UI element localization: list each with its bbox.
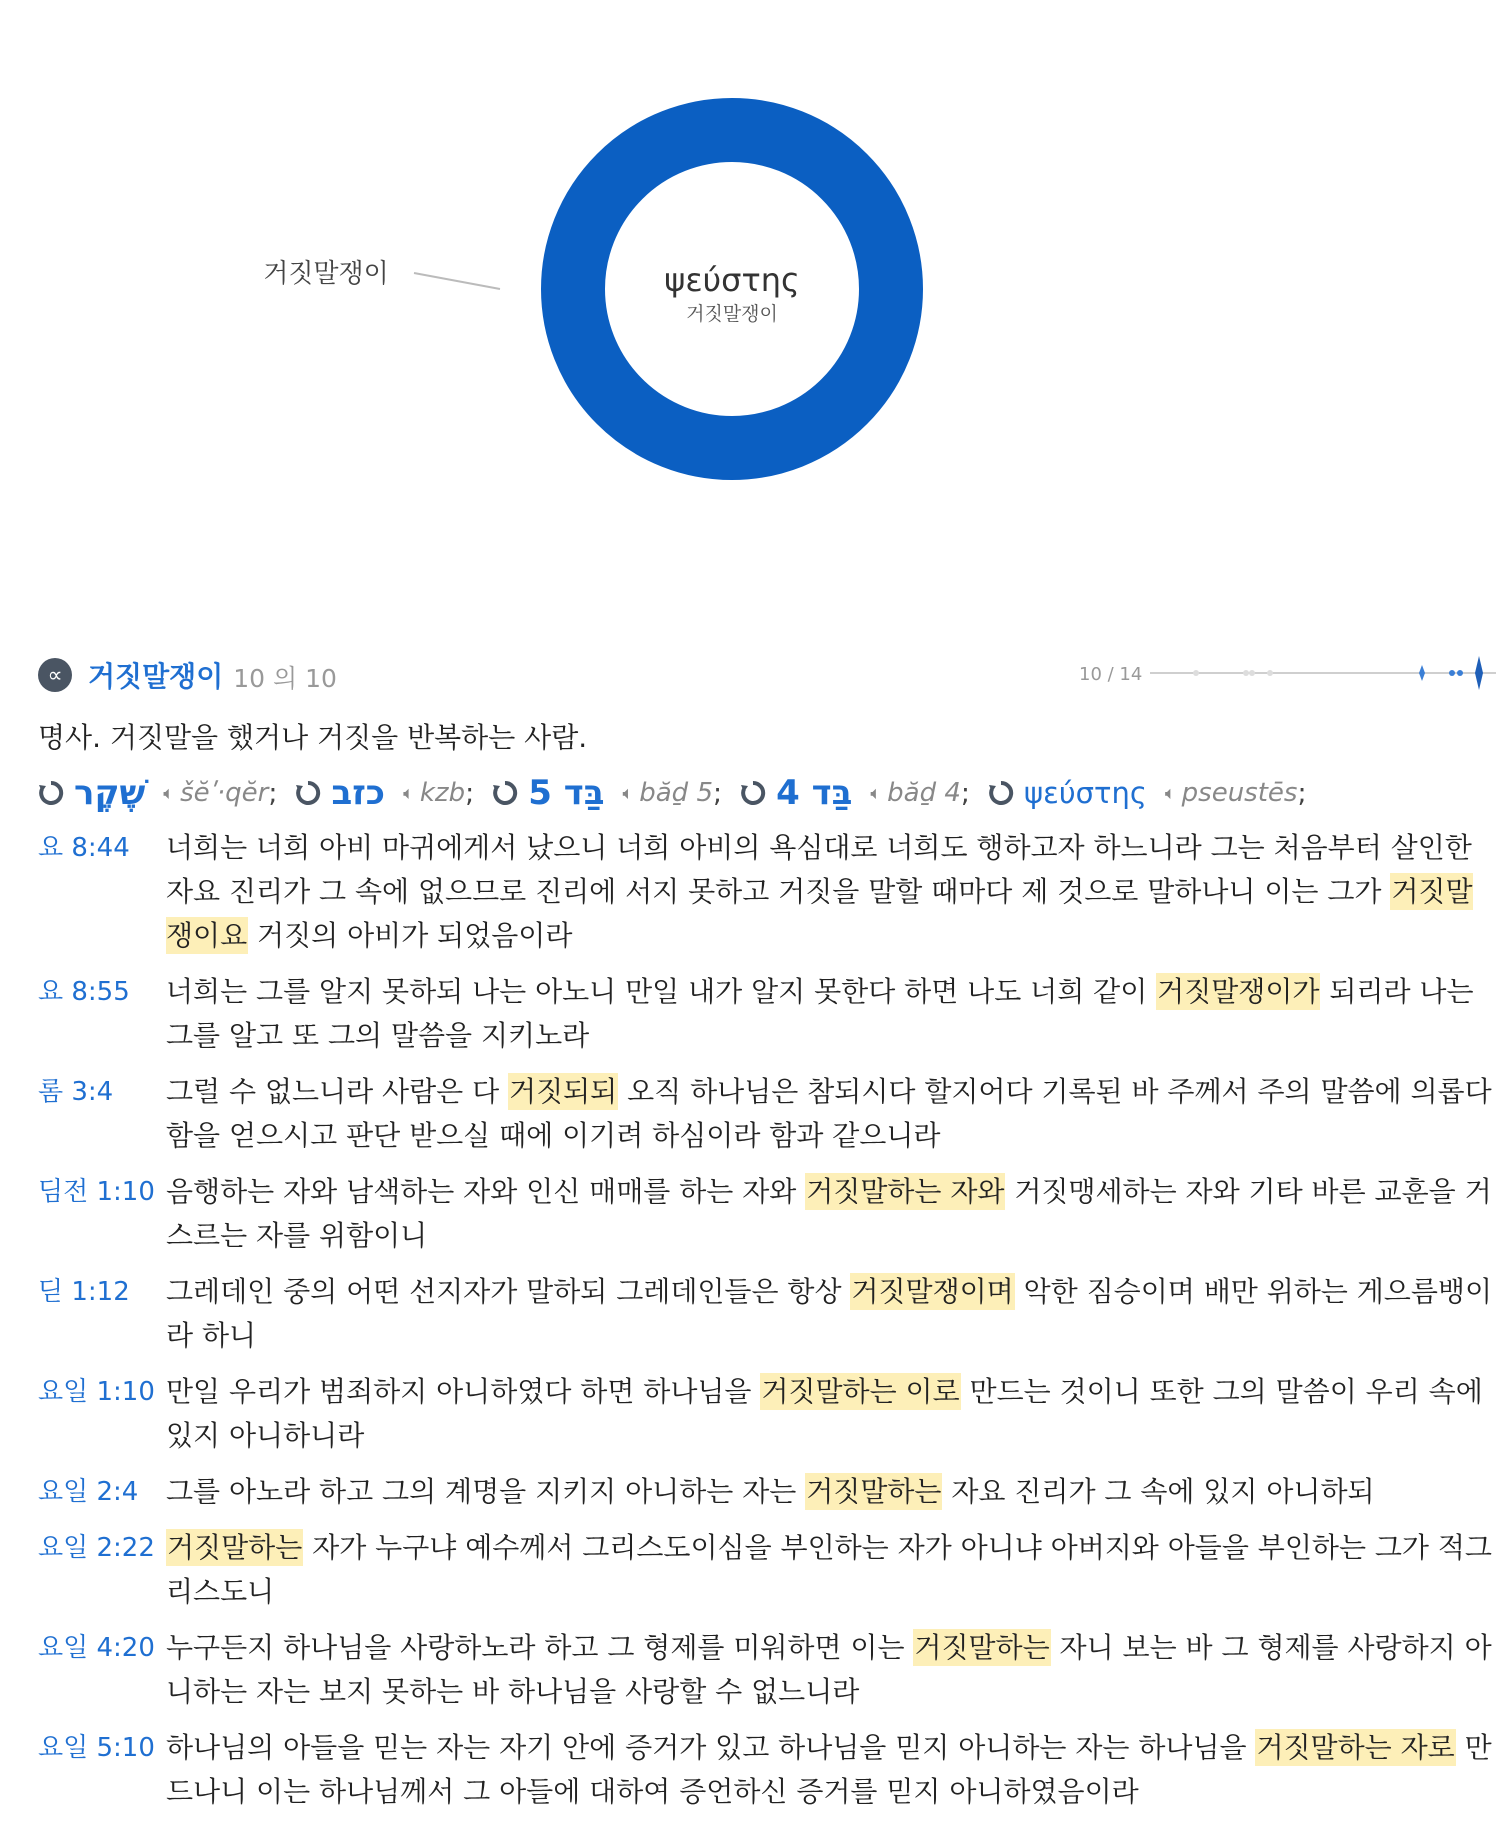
verse-text-before: 하나님의 아들을 믿는 자는 자기 안에 증거가 있고 하나님을 믿지 아니하는 자는 하나님을 (166, 1731, 1256, 1764)
separator: ; (960, 777, 971, 809)
transliteration: băḏ 4 (887, 778, 961, 808)
verse-text (166, 1170, 1492, 1258)
slice-label-leader (414, 273, 500, 289)
lemma-word[interactable]: בַּד 5 (528, 773, 605, 813)
verse-text-before: 만일 우리가 범죄하지 아니하였다 하면 하나님을 (166, 1375, 761, 1408)
verse-row (0, 1270, 1500, 1358)
lemma-word[interactable]: בַּד 4 (776, 773, 853, 813)
lemma-word[interactable]: כזב (331, 773, 386, 813)
verse-text-after: 자니 보는 바 그 형제를 사랑하지 아니하는 자는 보지 못하는 바 하나님을 사랑할 수 없느니라 (166, 1631, 1492, 1708)
separator: ; (713, 777, 723, 809)
cycle-icon[interactable] (295, 780, 321, 806)
verse-reference-link[interactable]: 요일 2:22 (38, 1533, 155, 1563)
verse-text (166, 826, 1492, 958)
verse-text-before: 그럴 수 없느니라 사람은 다 (166, 1075, 509, 1108)
speaker-icon[interactable]: 🔈︎ (403, 782, 414, 804)
transliteration: pseustēs (1181, 778, 1298, 808)
verse-text-before: 너희는 너희 아비 마귀에게서 났으니 너희 아비의 욕심대로 너희도 행하고자 하느니라 그는 처음부터 살인한 자요 진리가 그 속에 없으므로 진리에 서지 못하고 거짓을 말할 때마다 제 것으로 말하나니 이는 그가 (166, 831, 1472, 908)
verse-row (0, 1070, 1500, 1158)
verse-text (166, 970, 1492, 1058)
center-word: ψεύστης (664, 261, 800, 299)
section-header (38, 652, 337, 698)
cycle-icon[interactable] (492, 780, 518, 806)
cycle-icon[interactable] (38, 780, 64, 806)
verse-text-before: 누구든지 하나님을 사랑하노라 하고 그 형제를 미워하면 이는 (166, 1631, 914, 1664)
lemma-item (988, 776, 1307, 810)
timeline-counter: 10 / 14 (1079, 664, 1143, 685)
speaker-icon[interactable]: 🔈︎ (622, 782, 634, 804)
verse-row (0, 1726, 1500, 1814)
highlighted-term: 거짓말하는 이로 (761, 1375, 960, 1408)
verse-reference-link[interactable]: 딤전 1:10 (38, 1177, 155, 1207)
highlighted-term: 거짓말하는 자로 (1256, 1731, 1455, 1764)
verse-text-after: 만드는 것이니 또한 그의 말씀이 우리 속에 있지 아니하니라 (166, 1375, 1483, 1452)
verse-text (166, 1070, 1492, 1158)
verse-text-after: 되리라 나는 그를 알고 또 그의 말씀을 지키노라 (166, 975, 1474, 1052)
slice-label: 거짓말쟁이 (263, 259, 389, 289)
verse-text-after: 거짓맹세하는 자와 기타 바른 교훈을 거스르는 자를 위함이니 (166, 1175, 1492, 1252)
verse-row (0, 1470, 1500, 1514)
verse-reference-link[interactable]: 요일 2:4 (38, 1477, 139, 1507)
verse-reference-link[interactable]: 요 8:44 (38, 833, 130, 863)
verse-text (166, 1270, 1492, 1358)
verse-text (166, 1370, 1492, 1458)
verse-text-after: 오직 하나님은 참되시다 할지어다 기록된 바 주께서 주의 말씀에 의롭다 함을 얻으시고 판단 받으실 때에 이기려 하심이라 함과 같으니라 (166, 1075, 1492, 1152)
verse-reference-link[interactable]: 요 8:55 (38, 977, 130, 1007)
verse-reference-link[interactable]: 롬 3:4 (38, 1077, 114, 1107)
verse-text (166, 1626, 1492, 1714)
verse-row (0, 1170, 1500, 1258)
verse-reference-link[interactable]: 요일 5:10 (38, 1733, 155, 1763)
highlighted-term: 거짓말하는 (167, 1531, 303, 1564)
verse-text (166, 1526, 1492, 1614)
verse-row (0, 826, 1500, 958)
highlighted-term: 거짓말쟁이며 (851, 1275, 1014, 1308)
highlighted-term: 거짓되되 (509, 1075, 618, 1108)
lemma-item (492, 773, 722, 813)
highlighted-term: 거짓말하는 (806, 1475, 942, 1508)
separator: ; (268, 777, 278, 809)
speaker-icon[interactable]: 🔈︎ (163, 782, 175, 804)
infinity-share-icon[interactable]: ∝ (38, 658, 72, 692)
verse-text-before: 음행하는 자와 남색하는 자와 인신 매매를 하는 자와 (166, 1175, 806, 1208)
transliteration: băḏ 5 (639, 778, 713, 808)
verse-text-after: 거짓의 아비가 되었음이라 (248, 919, 573, 952)
verse-reference-link[interactable]: 딛 1:12 (38, 1277, 130, 1307)
transliteration: šĕʹ·qĕr (180, 778, 269, 808)
separator: ; (465, 777, 475, 809)
verse-reference-link[interactable]: 요일 4:20 (38, 1633, 155, 1663)
verse-text-after: 악한 짐승이며 배만 위하는 게으름뱅이라 하니 (166, 1275, 1492, 1352)
lemma-list (38, 768, 1325, 818)
section-title[interactable]: 거짓말쟁이 (88, 660, 224, 693)
verse-reference-link[interactable]: 요일 1:10 (38, 1377, 155, 1407)
highlighted-term: 거짓말하는 (914, 1631, 1050, 1664)
highlighted-term: 거짓말하는 자와 (806, 1175, 1005, 1208)
cycle-icon[interactable] (740, 780, 766, 806)
highlighted-term: 거짓말쟁이요 (166, 875, 1473, 952)
lemma-item (740, 773, 970, 813)
donut-chart (0, 0, 1500, 600)
verse-text (166, 1470, 1492, 1514)
highlighted-term: 거짓말쟁이가 (1157, 975, 1320, 1008)
cycle-icon[interactable] (988, 780, 1014, 806)
verse-text-before: 너희는 그를 알지 못하되 나는 아노니 만일 내가 알지 못한다 하면 나도 너희 같이 (166, 975, 1157, 1008)
verse-text (166, 1726, 1492, 1814)
lemma-word[interactable]: ψεύστης (1024, 776, 1147, 810)
verse-row (0, 970, 1500, 1058)
verse-text-after: 자요 진리가 그 속에 있지 아니하되 (942, 1475, 1375, 1508)
timeline-scrubber[interactable] (1146, 650, 1500, 696)
verse-text-after: 자가 누구냐 예수께서 그리스도이심을 부인하는 자가 아니냐 아버지와 아들을 부인하는 그가 적그리스도니 (166, 1531, 1492, 1608)
result-count: 10 의 10 (233, 664, 337, 693)
speaker-icon[interactable]: 🔈︎ (870, 782, 882, 804)
center-gloss: 거짓말쟁이 (686, 303, 778, 325)
speaker-icon[interactable]: 🔈︎ (1164, 782, 1176, 804)
lemma-word[interactable]: שֶׁקֶר (74, 773, 146, 813)
verse-row (0, 1626, 1500, 1714)
verse-row (0, 1370, 1500, 1458)
verse-row (0, 1526, 1500, 1614)
transliteration: kzb (419, 778, 466, 808)
verse-list (0, 826, 1500, 1826)
lemma-item (295, 773, 474, 813)
separator: ; (1297, 777, 1307, 809)
verse-text-before: 그를 아노라 하고 그의 계명을 지키지 아니하는 자는 (166, 1475, 806, 1508)
definition: 명사. 거짓말을 했거나 거짓을 반복하는 사람. (38, 721, 588, 754)
lemma-item (38, 773, 277, 813)
verse-text-after: 만드나니 이는 하나님께서 그 아들에 대하여 증언하신 증거를 믿지 아니하였음이라 (166, 1731, 1492, 1808)
verse-text-before: 그레데인 중의 어떤 선지자가 말하되 그레데인들은 항상 (166, 1275, 851, 1308)
